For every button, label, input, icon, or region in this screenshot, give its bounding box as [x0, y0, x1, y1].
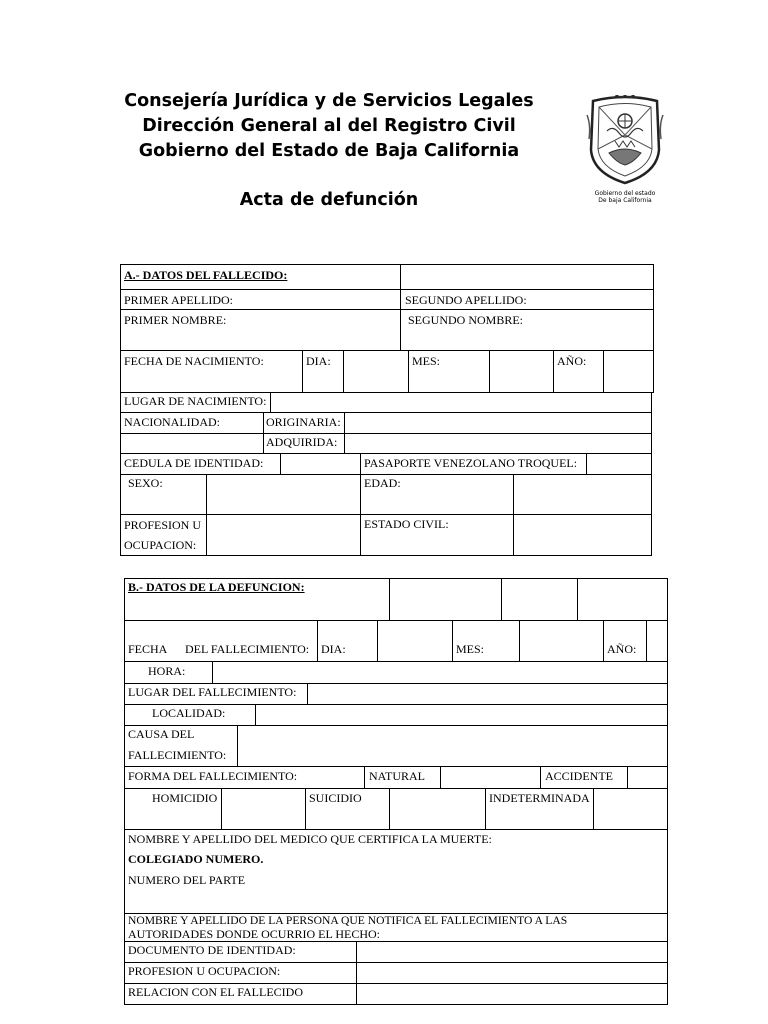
label-mes-fallecimiento: MES:: [456, 642, 485, 656]
seal-caption: [580, 190, 670, 204]
field-localidad[interactable]: [256, 705, 666, 724]
field-segundo-apellido[interactable]: [525, 290, 651, 308]
label-indeterminada: INDETERMINADA: [489, 791, 590, 805]
field-estado-civil[interactable]: [514, 515, 650, 554]
field-dia-nacimiento[interactable]: [344, 351, 407, 391]
header-line-1: Consejería Jurídica y de Servicios Legales: [124, 91, 534, 111]
label-nacionalidad: NACIONALIDAD:: [124, 415, 220, 429]
label-sexo: SEXO:: [128, 476, 163, 490]
label-causa-2: FALLECIMIENTO:: [128, 748, 227, 762]
label-lugar-fallecimiento: LUGAR DEL FALLECIMIENTO:: [128, 685, 297, 699]
label-segundo-apellido: SEGUNDO APELLIDO:: [405, 293, 527, 307]
field-pasaporte[interactable]: [587, 454, 650, 473]
field-mes-nacimiento[interactable]: [490, 351, 552, 391]
label-notifica-1: NOMBRE Y APELLIDO DE LA PERSONA QUE NOTIFICA EL FALLECIMIENTO A LAS: [128, 914, 568, 927]
field-medico[interactable]: [125, 846, 666, 912]
label-medico: NOMBRE Y APELLIDO DEL MEDICO QUE CERTIFICA LA MUERTE:: [128, 832, 492, 846]
label-pasaporte: PASAPORTE VENEZOLANO TROQUEL:: [364, 456, 578, 470]
coat-of-arms-icon: [585, 95, 665, 185]
field-causa[interactable]: [238, 726, 666, 765]
label-relacion: RELACION CON EL FALLECIDO: [128, 985, 303, 999]
label-hora: HORA:: [148, 664, 186, 678]
checkbox-suicidio[interactable]: [390, 789, 484, 828]
checkbox-homicidio[interactable]: [222, 789, 304, 828]
label-suicidio: SUICIDIO: [309, 791, 362, 805]
label-adquirida: ADQUIRIDA:: [266, 435, 338, 449]
field-dia-fallecimiento[interactable]: [378, 621, 451, 660]
seal-caption-line-1: Gobierno del estado: [594, 190, 656, 197]
label-colegiado: COLEGIADO NUMERO.: [128, 852, 264, 866]
field-sexo[interactable]: [207, 475, 359, 513]
field-edad[interactable]: [514, 475, 650, 513]
label-fecha-nacimiento: FECHA DE NACIMIENTO:: [124, 354, 264, 368]
field-mes-fallecimiento[interactable]: [520, 621, 602, 660]
field-profesion[interactable]: [207, 515, 359, 554]
label-cedula: CEDULA DE IDENTIDAD:: [124, 456, 264, 470]
field-segundo-nombre[interactable]: [525, 310, 651, 349]
field-profesion-notificante[interactable]: [357, 963, 666, 982]
seal-caption-line-2: De baja California: [598, 197, 652, 204]
field-relacion[interactable]: [357, 984, 666, 1003]
label-lugar-nacimiento: LUGAR DE NACIMIENTO:: [124, 394, 267, 408]
label-accidente: ACCIDENTE: [545, 769, 613, 783]
field-anio-nacimiento[interactable]: [604, 351, 652, 391]
field-primer-apellido[interactable]: [250, 290, 398, 308]
section-a-title: A.- DATOS DEL FALLECIDO:: [124, 268, 288, 282]
field-primer-nombre[interactable]: [230, 310, 398, 349]
label-dia-fallecimiento: DIA:: [321, 642, 346, 656]
field-adquirida[interactable]: [345, 434, 650, 452]
label-localidad: LOCALIDAD:: [152, 706, 226, 720]
field-lugar-fallecimiento[interactable]: [308, 684, 666, 703]
label-notifica-2: AUTORIDADES DONDE OCURRIO EL HECHO:: [128, 927, 380, 941]
header-line-2: Dirección General al del Registro Civil: [142, 116, 516, 136]
label-natural: NATURAL: [369, 769, 425, 783]
label-profesion-notificante: PROFESION U OCUPACION:: [128, 964, 281, 978]
label-profesion-line-1: PROFESION U: [124, 518, 202, 532]
field-originaria[interactable]: [345, 413, 650, 432]
field-anio-fallecimiento[interactable]: [647, 621, 666, 660]
field-lugar-nacimiento[interactable]: [271, 393, 650, 411]
label-dia-nacimiento: DIA:: [306, 354, 331, 368]
label-anio-nacimiento: AÑO:: [557, 354, 587, 368]
field-hora[interactable]: [213, 662, 666, 682]
label-fecha-fallecimiento-2: DEL FALLECIMIENTO:: [185, 642, 310, 656]
label-fecha-fallecimiento-1: FECHA: [128, 642, 168, 656]
label-segundo-nombre: SEGUNDO NOMBRE:: [408, 313, 524, 327]
label-primer-nombre: PRIMER NOMBRE:: [124, 313, 227, 327]
label-homicidio: HOMICIDIO: [152, 791, 218, 805]
checkbox-accidente[interactable]: [628, 767, 666, 787]
label-documento: DOCUMENTO DE IDENTIDAD:: [128, 943, 296, 957]
section-b-title: B.- DATOS DE LA DEFUNCION:: [128, 580, 305, 594]
label-mes-nacimiento: MES:: [412, 354, 441, 368]
checkbox-indeterminada[interactable]: [594, 789, 666, 828]
label-profesion-line-2: OCUPACION:: [124, 538, 197, 552]
field-documento[interactable]: [357, 942, 666, 961]
document-title: Acta de defunción: [239, 190, 419, 210]
checkbox-natural[interactable]: [441, 767, 539, 787]
label-estado-civil: ESTADO CIVIL:: [364, 517, 449, 531]
label-primer-apellido: PRIMER APELLIDO:: [124, 293, 234, 307]
label-edad: EDAD:: [364, 476, 401, 490]
label-forma-fallecimiento: FORMA DEL FALLECIMIENTO:: [128, 769, 298, 783]
label-originaria: ORIGINARIA:: [266, 415, 341, 429]
label-causa-1: CAUSA DEL: [128, 727, 195, 741]
label-anio-fallecimiento: AÑO:: [607, 642, 637, 656]
label-numero-parte: NUMERO DEL PARTE: [128, 873, 246, 887]
header-line-3: Gobierno del Estado de Baja California: [138, 141, 520, 161]
field-cedula[interactable]: [281, 454, 359, 473]
